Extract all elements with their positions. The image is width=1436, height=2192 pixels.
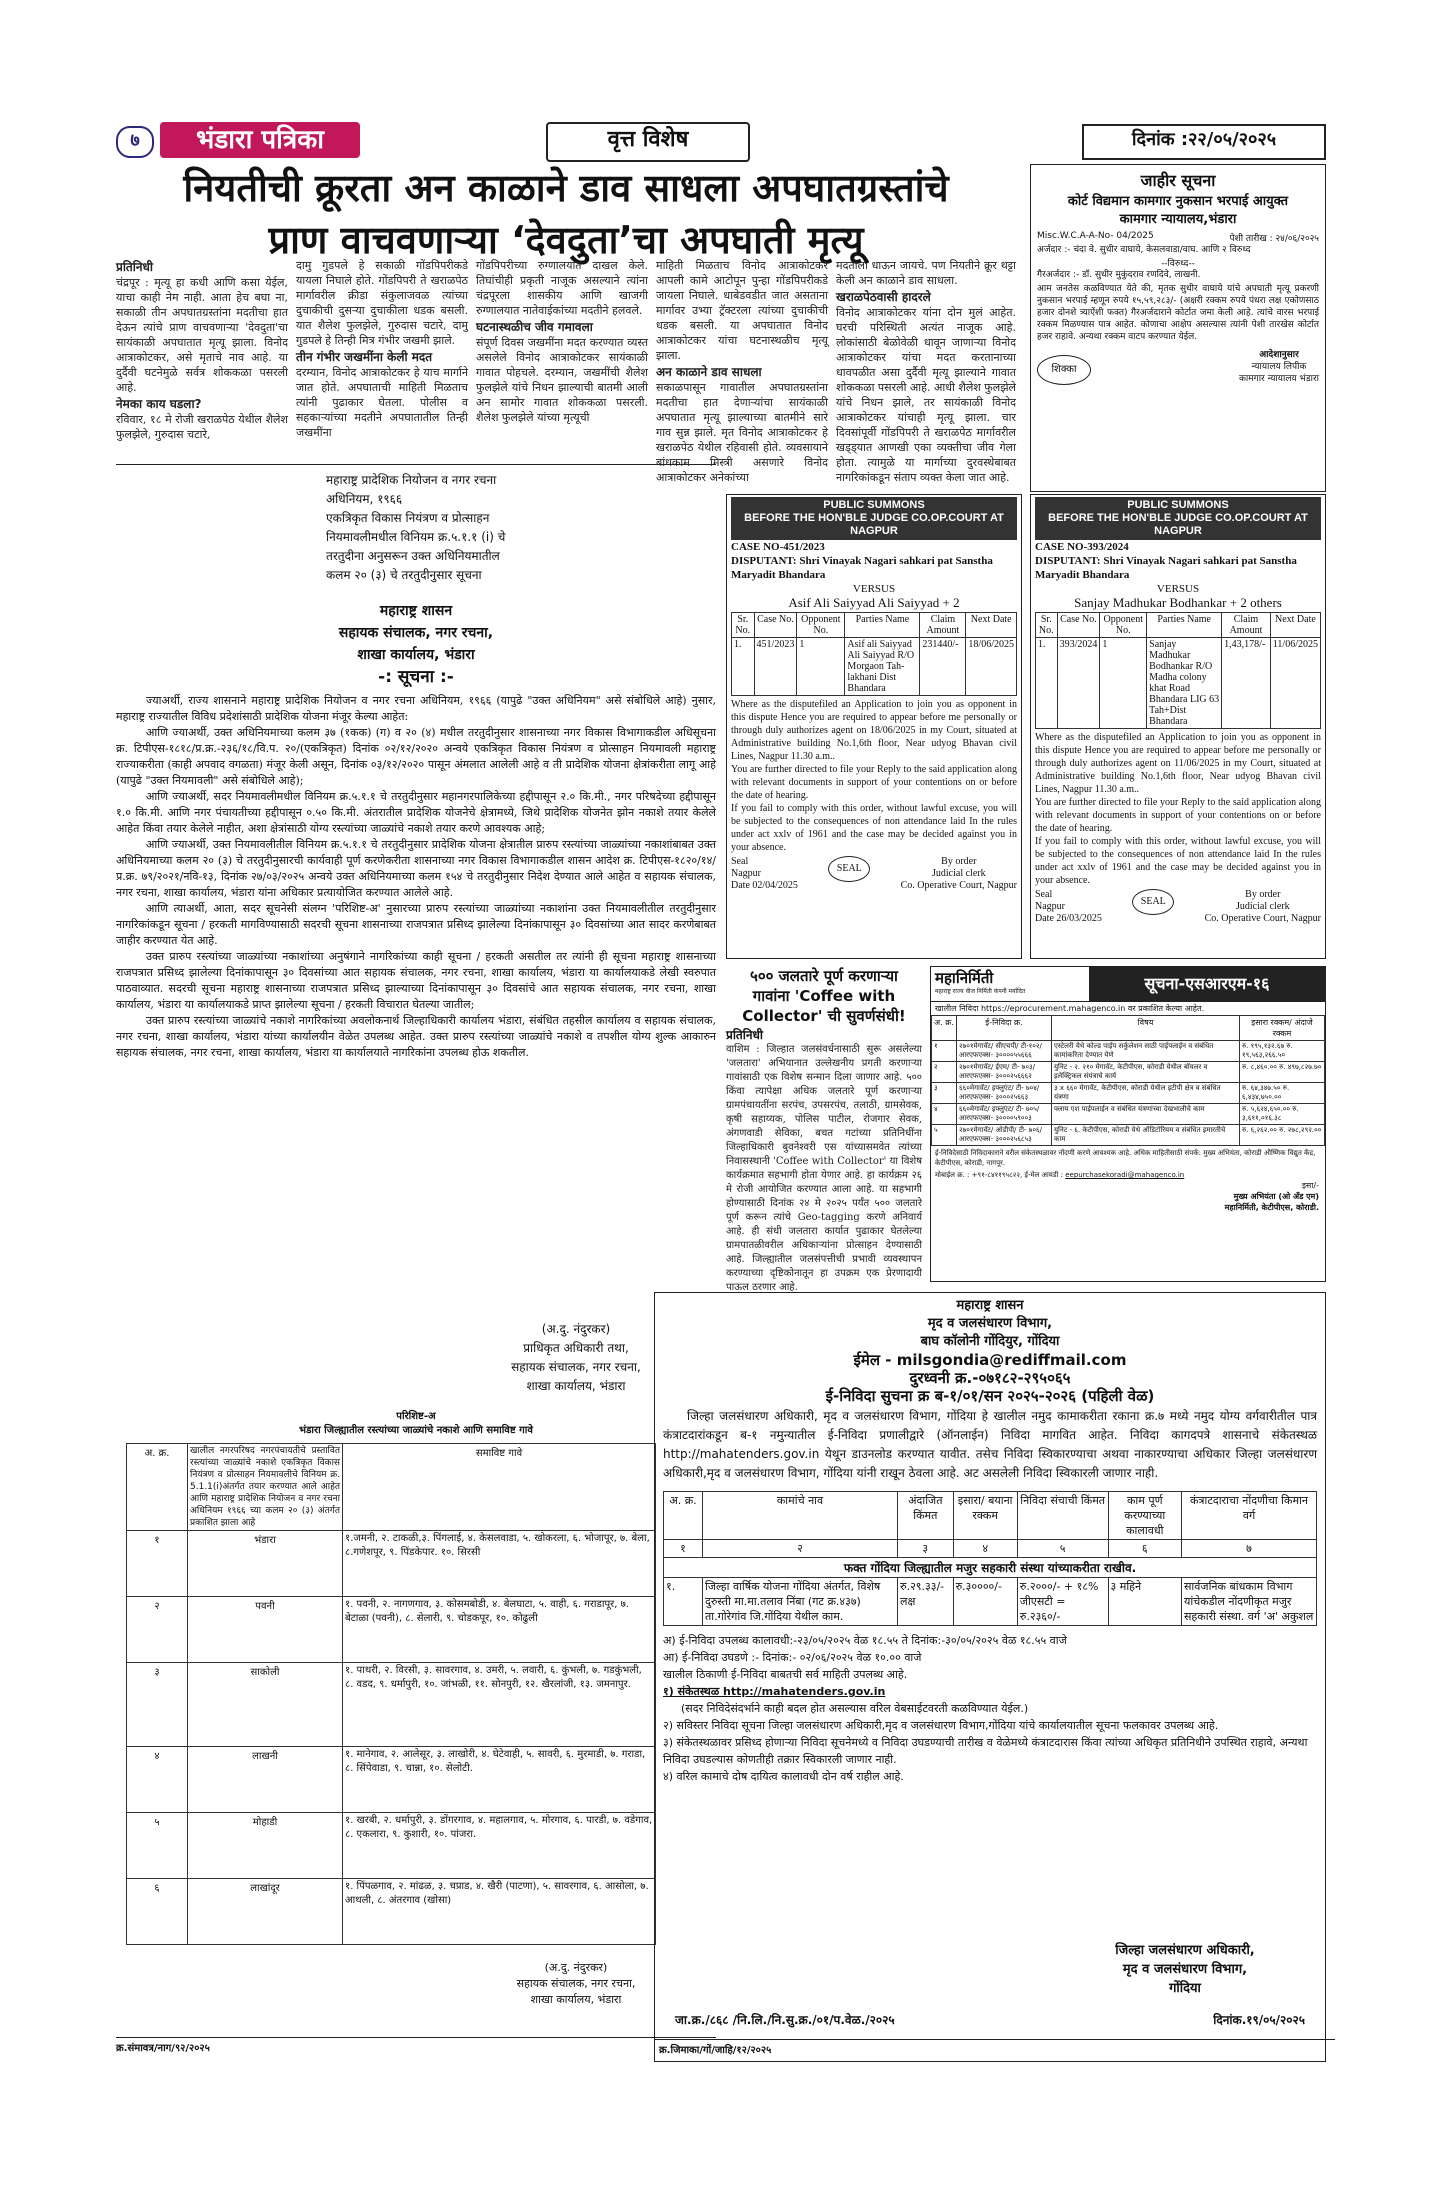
column-number: २: [703, 1540, 898, 1558]
tender-list-item: (सदर निविदेसंदर्भाने काही बदल होत असल्यास वरिल वेबसाईटवरती कळविण्यात येईल.): [681, 1702, 1029, 1715]
story-headline: Collector' ची सुवर्णसंधी!: [742, 1007, 906, 1025]
tender-title: सूचना-एसआरएम-१६: [1089, 967, 1325, 1001]
tender-phone: दुरध्वनी क्र.-०७१८२-२९५०६५: [909, 1369, 1071, 1387]
case-number: Misc.W.C.A-A-No- 04/2025: [1037, 231, 1154, 241]
table-header: Parties Name: [845, 613, 920, 638]
column-number: ४: [953, 1540, 1017, 1558]
table-cell: ५: [932, 1125, 957, 1146]
tender-list-item: २) सविस्तर निविदा सूचना जिल्हा जलसंधारण अधिकारी,मृद व जलसंधारण विभाग,गोंदिया यांचे कार्यालयातील सूचना फलकावर उपलब्ध आहे.: [663, 1719, 1219, 1732]
seal-stamp: शिक्का: [1037, 355, 1091, 385]
versus: --विरुध्द--: [1161, 259, 1195, 269]
table-header: Next Date: [1270, 613, 1320, 638]
table-cell: 18/06/2025: [966, 638, 1017, 696]
table-cell: 1: [797, 638, 845, 696]
summons-heading-1: PUBLIC SUMMONS: [823, 499, 925, 511]
clerk: Judicial clerk: [932, 868, 986, 879]
table-cell: रु. ६,२६२.०० रु. २७८,२९२.००: [1240, 1125, 1325, 1146]
mahagenco-logo: महानिर्मिती: [935, 969, 994, 987]
applicant: अर्जदार :- चंदा वे. सुधीर वाघाये, केसलवाडा/वाघ. आणि २ विरुध्द: [1037, 245, 1251, 255]
story-text: वाशिम : जिल्हात जलसंवर्धनासाठी सुरू असलेल्या 'जलतारा' अभियानात उल्लेखनीय प्रगती करणाऱ्या गावांसाठी एक विशेष सन्मान दिला जाणार आहे. ५०० किंवा त्यापेक्षा अधिक जलतारे पूर्ण करणाऱ्या ग्रामपंचायतींना सरपंच, उपसरपंच, तलाठी, ग्रामसेवक, कृषी सहाय्यक, पोलिस पाटील, रोजगार सेवक, अंगणवाडी सेविका, बचत गटांच्या प्रतिनिधींना जिल्हाधिकारी बुवनेश्वरी एस यांच्यासमवेत त्यांच्या निवासस्थानी 'Coffee with Collector' या विशेष कार्यक्रमात सहभागी होता येणार आहे. हा कार्यक्रम २६ मे रोजी आयोजित करण्यात आला आहे. या सहभागी होण्यासाठी दिनांक २४ मे २०२५ पर्यंत ५०० जलतारे पूर्ण करून त्यांचे Geo-tagging करणे अनिवार्य आहे. ही संधी जलतारा कार्यात पुढाकार घेतलेल्या ग्रामपातळीवरील अधिकाऱ्यांना प्रोत्साहन देण्यासाठी आहे. जिल्ह्यातील जलसंपत्तीची प्रभावी व्यवस्थापन करण्याच्या दृष्टिकोनातून हा उपक्रम एक प्रेरणादायी पाऊल ठरणार आहे.: [726, 1044, 922, 1293]
opponent: Sanjay Madhukar Bodhankar + 2 others: [1074, 595, 1282, 610]
signatory-title: शाखा कार्यालय, भंडारा: [530, 1993, 622, 2006]
contact-info: मोबाईल क्र. : +९१-८४११९५८२२, ई-मेल आयडी :: [935, 1171, 1063, 1179]
table-cell: 231440/-: [920, 638, 966, 696]
table-cell: १: [127, 1531, 188, 1597]
table-header: Sr. No.: [732, 613, 755, 638]
table-row: [932, 1125, 1325, 1146]
table-cell: रु.३००००/-: [953, 1578, 1017, 1626]
table-cell: १. मानेगाव, २. आलेसूर, ३. लाखोरी, ४. घेटेवाही, ५. सावरी, ६. मुरमाडी, ७. गराडा, ८. सिंपेवाडा, ९. चान्ना, १०. सेलोटी.: [343, 1747, 656, 1813]
notice-title: जाहीर सूचना: [1140, 171, 1216, 190]
next-date: पेशी तारीख : २४/०६/२०२५: [1229, 234, 1319, 244]
summons-date: Date 26/03/2025: [1035, 913, 1102, 924]
intro-line: अधिनियम, १९६६: [326, 492, 403, 506]
table-header: Sr. No.: [1036, 613, 1058, 638]
table-cell: 1.: [732, 638, 755, 696]
summons-date: Date 02/04/2025: [731, 880, 798, 891]
court: Co. Operative Court, Nagpur: [1204, 913, 1321, 924]
tender-body: जिल्हा जलसंधारण अधिकारी, मृद व जलसंधारण विभाग, गोंदिया हे खालील नमुद कामाकरीता रकाना क्र.७ मध्ये नमुद योग्य वर्गवारीतील पात्र कंत्राटदारांकडून ब-१ नमुन्यातील ई-निविदा प्रणालीद्वारे (ऑनलाईन) निविदा मागवित आहेत. निविदा कागदपत्रे शासनाचे संकेतस्थळ http://mahatenders.gov.in येथून डाउनलोड करण्यात यावीत. तसेच निविदा स्विकारण्याचा अथवा नाकारण्याचा अधिकार जिल्हा जलसंधारण अधिकारी,मृद व जलसंधारण विभाग, गोंदिया यांनी राखून ठेवला आहे. अट असलेली निविदा स्विकारली जाणार नाही.: [663, 1409, 1317, 1480]
seal-label: Seal: [1035, 889, 1053, 900]
summons-body-3: If you fail to comply with this order, without lawful excuse, you will be subjected to the consequences of non attendance laid In the rules under act xxlv of 1961 and the case may be decided against you in your absence.: [1035, 836, 1321, 886]
summons-body-2: You are further directed to file your Reply to the said application along with relevant documents in support of your contentions on or before the date of hearing.: [1035, 797, 1321, 834]
versus: VERSUS: [852, 583, 896, 595]
headline-line-1: नियतीची क्रूरता अन काळाने डाव साधला अपघातग्रस्तांचे: [183, 166, 949, 210]
masthead: भंडारा पत्रिका: [160, 122, 360, 158]
table-cell: युनिट - २. २१० मेगावॅट, केटीपीएस, कोराडी येथील बॉयलर व इलेक्ट्रिकल संयंत्राचे कार्य: [1052, 1062, 1240, 1083]
mahagenco-table: [931, 1015, 1325, 1146]
byline: प्रतिनिधी: [116, 260, 154, 274]
summons-body: Where as the disputefiled an Application to join you as opponent in this dispute Hence you are required to appear before me personally or through duly authorizes agent on 18/06/2025 in my Court, situated at Administrative building No.1,6th floor, Near udyog Bhavan civil Lines, Nagpur 11.30 a.m..: [731, 699, 1017, 762]
signatory-title: गोंदिया: [1169, 1981, 1201, 1996]
table-cell: २७०१मेगावॅट/ ईएम/ टी- ७०३/ आरएफएक्स- ३०००२५६६६२: [957, 1062, 1052, 1083]
intro-line: नियमावलीमधील विनियम क्र.५.१.१ (i) चे: [326, 530, 506, 544]
contact-email[interactable]: eepurchasekoradi@mahagenco.in: [1065, 1171, 1185, 1179]
sign-line: आदेशानुसार: [1259, 350, 1299, 360]
table-cell: १. पवनी, २. नागणगाव, ३. कोसमबोडी, ४. बेलघाटा, ५. वाही, ६. गराडापूर, ७. बेटाळा (पवनी), ८. सेलारी, ९. चोडकपूर, १०. कोढुली: [343, 1597, 656, 1663]
intro-line: महाराष्ट्र प्रादेशिक नियोजन व नगर रचना: [326, 473, 497, 487]
table-row: [127, 1531, 656, 1597]
annex-table: [126, 1443, 656, 1945]
notice-title: -: सूचना :-: [378, 667, 454, 687]
table-cell: Sanjay Madhukar Bodhankar R/O Madha colony khat Road Bhandara LIG 63 Tah+Dist Bhandara: [1147, 638, 1222, 729]
coffee-story: [726, 966, 922, 1293]
tender-list-item: ४) वरिल कामाचे दोष दायित्व कालावधी दोन वर्ष राहील आहे.: [663, 1770, 904, 1783]
table-cell: रु. ६४,३४७.५० रु. ६,४३४,७५०.००: [1240, 1083, 1325, 1104]
issue-date: दिनांक :२२/०५/२०२५: [1082, 124, 1326, 160]
tender-table: [663, 1491, 1317, 1626]
summons-heading-2: BEFORE THE HON'BLE JUDGE CO.OP.COURT AT NAGPUR: [744, 512, 1004, 537]
seal-stamp: SEAL: [1132, 889, 1174, 915]
annex-subtitle: भंडारा जिल्ह्यातील रस्त्यांच्या जाळ्यांचे नकाशे आणि समाविष्ट गावे: [299, 1425, 533, 1436]
table-header: ई-निविदा क्र.: [957, 1016, 1052, 1041]
court: Co. Operative Court, Nagpur: [900, 880, 1017, 891]
notice-paragraph: उक्त प्रारुप रस्त्यांच्या जाळ्यांचे नकाशे नागरिकांच्या अवलोकनार्थ जिल्हाधिकारी कार्यालय भंडारा, संबंधित तहसील कार्यालय व सहायक संचालक, नगर रचना, शाखा कार्यालय, भंडारा यांच्या कार्यालयीन वेळेत उपलब्ध आहेत. उक्त प्रारुप रस्त्यांच्या जाळ्यांचे नकाशे व तपशील योग्य शुल्क आकारुन सहायक संचालक, नगर रचना, शाखा कार्यालय, भंडारा या कार्यालयाते नागरिकांना उपलब्ध होऊ शकतील.: [116, 1014, 716, 1059]
table-cell: पवनी: [188, 1597, 343, 1663]
table-header: अ. क्र.: [932, 1016, 957, 1041]
reference-number: जा.क्र./८६८ /नि.लि./नि.सु.क्र./०१/प.वेळ./२०२५: [675, 2013, 895, 2027]
tender-heading: बाघ कॉलोनी गोंदियुर, गोंदिया: [920, 1334, 1060, 1349]
table-row: [127, 1663, 656, 1747]
column-number: ६: [1108, 1540, 1181, 1558]
tender-list-item: ३) संकेतस्थळावर प्रसिध्द होणाऱ्या निविदा सूचनेमध्ये व निविदा उघडण्याची तारीख व वेळेमध्ये कंत्राटदारास किंवा त्यांच्या अधिकृत प्रतिनिधीने उपस्थित राहावे, अन्यथा निविदा उघडल्यास कोणतीही तक्रार स्विकारली जाणार नाही.: [663, 1736, 1308, 1766]
table-cell: 1.: [1036, 638, 1058, 729]
sign-line: इसा/-: [1302, 1181, 1319, 1190]
page-header: [116, 122, 1326, 158]
org-line: महाराष्ट्र शासन: [379, 603, 453, 619]
signatory-name: (अ.दु. नंदुरकर): [541, 1322, 611, 1336]
story-subhead: खराळपेठवासी हादरले: [836, 290, 931, 304]
sign-line: मुख्य अभियंता (ओ अँड एम): [1233, 1192, 1319, 1201]
story-text: विनोद आत्राकोटकर यांना दोन मुलं आहेत. घरची परिस्थिती अत्यंत नाजूक आहे. लोकांसाठी बेळोवेळी धावून जाणाऱ्या विनोद आत्राकोटकर यांचा मदत करतानाच्या धावपळीत असा दुर्दैवी मृत्यू झाल्याने गावात शोककळा पसरली आहे. आधी शैलेश फुलझेले यांचे निधन झाले, तर सायंकाळी विनोद आत्राकोटकर यांचाही मृत्यू झाला. चार दिवसांपूर्वी गोंडपिपरी ते खराळपेठ मार्गावरील खड्ड्यात आणखी एका व्यक्तीचा जीव गेला होता. त्यामुळे या मार्गाच्या दुरवस्थेबाबत नागरिकांकडून संताप व्यक्त केला जात आहे.: [836, 306, 1016, 484]
story-column-4: [656, 258, 828, 485]
signatory-title: मृद व जलसंधारण विभाग,: [1122, 1962, 1248, 1977]
table-cell: १. खरबी, २. धर्मापुरी, ३. डोंगरगाव, ४. महालगाव, ५. मोरगाव, ६. पारडी, ७. वडेगाव, ८. एकलारा, ९. कुशारी, १०. पांजरा.: [343, 1813, 656, 1879]
column-number: १: [664, 1540, 703, 1558]
table-cell: १.जमनी, २. टाकळी,३. पिंगलाई, ४. केसलवाडा, ५. खोकरला, ६. भोजापूर, ७. बेला, ८.गणेशपूर, ९. पिंडकेपार. १०. सिरसी: [343, 1531, 656, 1597]
table-cell: ३ x ६६० मेगावॅट, केटीपीएस, कोराडी येथील इटीपी क्षेत्र व संबंधित यंत्रणा: [1052, 1083, 1240, 1104]
court-name: कोर्ट विद्यमान कामगार नुकसान भरपाई आयुक्त: [1067, 194, 1289, 209]
mahagenco-notice: [930, 966, 1326, 1282]
summons-body-3: If you fail to comply with this order, without lawful excuse, you will be subjected to the consequences of non attendance laid In the rules under act xxlv of 1961 and the case may be decided against you in your absence.: [731, 803, 1017, 853]
opponent: Asif Ali Saiyyad Ali Saiyyad + 2: [788, 595, 960, 610]
tender-dates: अ) ई-निविदा उपलब्ध कालावधी:-२३/०५/२०२५ वेळ १८.५५ ते दिनांक:-३०/०५/२०२५ वेळ १८.५५ वाजे: [663, 1634, 1067, 1647]
sign-line: महानिर्मिती, केटीपीएस, कोराडी.: [1224, 1203, 1319, 1212]
story-subhead: नेमका काय घडला?: [116, 397, 202, 411]
table-header: विषय: [1052, 1016, 1240, 1041]
intro-line: तरतुदीना अनुसरून उक्त अधिनियमातील: [326, 549, 500, 563]
summons-heading: [731, 497, 1017, 540]
table-row: [932, 1104, 1325, 1125]
story-headline: गावांना 'Coffee with: [752, 987, 896, 1005]
table-cell: साकोली: [188, 1663, 343, 1747]
intro-line: एकत्रिकृत विकास नियंत्रण व प्रोत्साहन: [326, 511, 490, 525]
story-subhead: तीन गंभीर जखमींना केली मदत: [296, 350, 433, 364]
table-cell: ४: [127, 1747, 188, 1813]
table-row: [932, 1083, 1325, 1104]
notice-paragraph: उक्त प्रारुप रस्त्यांच्या जाळ्यांच्या नकाशांच्या अनुषंगाने नागरिकांच्या काही सूचना / हरकती असतील तर त्यांनी ही सूचना महाराष्ट्र शासनाच्या राजपत्रात प्रसिध्द झालेल्या दिनांकापासून ३० दिवसांच्या आत सहायक संचालक, नगर रचना, शाखा कार्यालय, भंडारा या कार्यालयाकडे लेखी स्वरुपात पाठवाव्यात. सदरची सूचना महाराष्ट्र शासनाच्या राजपत्रात प्रसिध्द झाल्याच्या दिनांकापासून ३० दिवसांचे आत सहायक संचालक, नगर रचना, शाखा कार्यालय, भंडारा या कार्यालयाकडे प्राप्त झालेल्या सूचना / हरकती विचारात घेतल्या जातील;: [116, 950, 716, 1011]
signatory-title: प्राधिकृत अधिकारी तथा,: [523, 1341, 629, 1355]
summons-table: [731, 612, 1017, 696]
notice-paragraph: ज्याअर्थी, राज्य शासनाने महाराष्ट्र प्रादेशिक नियोजन व नगर रचना अधिनियम, १९६६ (यापुढे "उक्त अधिनियम" असे संबोधिले आहे) नुसार, महाराष्ट्र राज्यातील विविध प्रदेशांसाठी प्रादेशिक योजना मंजूर केल्या आहेत:: [116, 694, 716, 723]
story-column-5: [836, 258, 1016, 484]
table-cell: ३: [127, 1663, 188, 1747]
table-header: Next Date: [966, 613, 1017, 638]
table-row: [127, 1813, 656, 1879]
reserved-banner: फक्त गोंदिया जिल्ह्यातील मजुर सहकारी संस्था यांच्याकरीता राखीव.: [664, 1558, 1317, 1578]
disputant: DISPUTANT: Shri Vinayak Nagari sahkari pat Sanstha Maryadit Bhandara: [1035, 555, 1297, 581]
table-header: Claim Amount: [1222, 613, 1271, 638]
table-header: अंदाजित किंमत: [898, 1492, 954, 1540]
column-number: ३: [898, 1540, 954, 1558]
org-line: सहायक संचालक, नगर रचना,: [338, 625, 494, 641]
case-number: CASE NO-393/2024: [1035, 541, 1129, 553]
seal-stamp: SEAL: [828, 856, 870, 882]
table-cell: 451/2023: [754, 638, 797, 696]
mahagenco-logo-sub: महाराष्ट्र राज्य वीज निर्मिती कंपनी मर्यादित: [935, 988, 1026, 995]
summons-table: [1035, 612, 1321, 729]
table-cell: ३: [932, 1083, 957, 1104]
tender-dates: खालील ठिकाणी ई-निविदा बाबतची सर्व माहिती उपलब्ध आहे.: [663, 1668, 908, 1681]
versus: VERSUS: [1156, 583, 1200, 595]
by-order: By order: [941, 856, 977, 867]
tender-note: ई-निविदेसाठी निविदाकाराने वरील संकेतस्थळावर नोंदणी करणे आवश्यक आहे. अधिक माहितीसाठी संपर्क: मुख्य अभियंता, कोराडी औष्णिक विद्युत केंद्र, केटीपीएस, कोराडी, नागपूर.: [935, 1149, 1316, 1167]
summons-body: Where as the disputefiled an Application to join you as opponent in this dispute Hence you are required to appear before me personally or through duly authorizes agent on 11/06/2025 in my Court, situated at Administrative building No.1,6th floor, Near udyog Bhavan civil Lines, Nagpur 11.30 a.m..: [1035, 732, 1321, 795]
table-cell: १: [932, 1041, 957, 1062]
table-cell: १.: [664, 1578, 703, 1626]
table-row: [732, 638, 1017, 696]
tender-footer-ref: क्र.जिमाका/गों/जाहि/१२/२०२५: [655, 2039, 1335, 2058]
table-header: अ. क्र.: [127, 1444, 188, 1531]
annex-title: परिशिष्ट-अ: [396, 1411, 436, 1422]
notice-paragraph: आणि ज्याअर्थी, उक्त अधिनियमाच्या कलम ३७ (१कक) (ग) व २० (४) मधील तरतुदीनुसार शासनाच्या नगर विकास विभागाकडील अधिसूचना क्र. टिपीएस-१८१८/प्र.क्र.-२३६/१८/वि.प. २०/(एकत्रिकृत) दिनांक ०२/१२/२०२० अन्वये एकत्रिकृत विकास नियंत्रण व प्रोत्साहन नियमावली महाराष्ट्र राज्याकरीता (काही अपवाद वगळता) मंजूर केली असून, दिनांक ०३/१२/२०२० पासून अंमलात आलेली आहे व ती प्रादेशिक योजना क्षेत्रांकरीता लागू आहे (यापुढे "उक्त नियमावली" असे संबोधिले आहे);: [116, 726, 716, 787]
story-text: सकाळपासून गावातील अपघातग्रस्तांना मदतीचा हात देणाऱ्यांचा सायंकाळी अपघातात मृत्यू झाल्याच्या बातमीने सारे गाव सुन्न झाले. मृत विनोद आत्राकोटकर हे खराळपेठ येथील रहिवासी होते. व्यवसायाने बांधकाम मिस्त्री असणारे विनोद आत्राकोटकर अनेकांच्या: [656, 381, 828, 484]
signatory-name: (अ.दु. नंदुरकर): [544, 1961, 608, 1974]
table-cell: ५: [127, 1813, 188, 1879]
table-header: Case No.: [754, 613, 797, 638]
disputant: DISPUTANT: Shri Vinayak Nagari sahkari pat Sanstha Maryadit Bhandara: [731, 555, 993, 581]
table-row: [664, 1578, 1317, 1626]
story-column-2: [296, 258, 468, 440]
story-text: दामु गुडपले हे सकाळी गोंडपिपरीकडे यायला निघाले होते. गोंडपिपरी ते खराळपेठ मार्गावरील क्रीडा संकुलाजवळ त्यांच्या दुचाकीची दुसऱ्या दुचाकीला धडक बसली. यात शैलेश फुलझेले, गुरुदास चटारे, दामु गुडपले हे तिन्ही मित्र गंभीर जखमी झाले.: [296, 259, 468, 347]
story-subhead: अन काळाने डाव साधला: [656, 365, 762, 379]
signatory-title: शाखा कार्यालय, भंडारा: [526, 1379, 626, 1393]
table-cell: ६६०मेगावॅट/ इफ्लुएंट/ टी- ७०५/ आरएफएक्स- ३००००५९००३: [957, 1104, 1052, 1125]
notice-body: आम जनतेस कळविण्यात येते की, मृतक सुधीर वाघाये यांचे अपघाती मृत्यू प्रकरणी नुकसान भरपाई म्हणून रुपये १५,५९,२८३/- (अक्षरी रक्कम रुपये पंधरा लक्ष एकोणसाठ हजार दोनशे त्र्याऐंशी फक्त) गैरअर्जदाराने कोर्टात जमा केली आहे. त्यांचे वारस भरपाई रक्कम मिळण्यास पात्र आहेत. कोणाचा आक्षेप असल्यास त्यांनी पेशी तारखेस कोर्टात हजर राहावे. अन्यथा रक्कम वाटप करण्यात येईल.: [1037, 284, 1319, 342]
column-number: ५: [1017, 1540, 1108, 1558]
story-column-3: [476, 258, 648, 425]
main-headline: [116, 162, 1016, 266]
table-cell: २७०१मेगावॅट/ ओडीपी/ टी- ७०६/ आरएफएक्स- ३०००२५६८५३: [957, 1125, 1052, 1146]
table-row: [127, 1597, 656, 1663]
court-name-2: कामगार न्यायालय,भंडारा: [1119, 212, 1237, 227]
table-cell: लाखांदूर: [188, 1879, 343, 1945]
table-cell: २: [127, 1597, 188, 1663]
table-row: [932, 1041, 1325, 1062]
table-row: [932, 1062, 1325, 1083]
story-subhead: घटनास्थळीच जीव गमावला: [476, 320, 593, 334]
table-cell: सार्वजनिक बांधकाम विभाग यांचेकडील नोंदणीकृत मजुर सहकारी संस्था. वर्ग 'अ' अकुशल: [1182, 1578, 1317, 1626]
table-header: अ. क्र.: [664, 1492, 703, 1540]
summons-heading-1: PUBLIC SUMMONS: [1127, 499, 1229, 511]
table-cell: मोहाडी: [188, 1813, 343, 1879]
story-column-1: [116, 258, 288, 442]
story-text: माहिती मिळताच विनोद आत्राकोटकर आपली कामे आटोपून पुन्हा गोंडपिपरीकडे जायला निघाले. धाबेडवडीत जात असताना मार्गावर उभ्या ट्रॅक्टरला त्यांच्या दुचाकीची धडक बसली. या अपघातात विनोद आत्राकोटकर यांचा घटनास्थळीच मृत्यू झाला.: [656, 259, 828, 362]
table-cell: 1: [1100, 638, 1147, 729]
page-number: ७: [116, 126, 154, 158]
table-cell: 393/2024: [1057, 638, 1100, 729]
tender-dates: आ) ई-निविदा उघडणे :- दिनांक:- ०२/०६/२०२५ वेळ १०.०० वाजे: [663, 1651, 922, 1664]
sign-line: न्यायालय लिपीक: [1251, 362, 1307, 372]
signatory-title: सहायक संचालक, नगर रचना,: [511, 1360, 641, 1374]
table-cell: रु. ५,६२४,६५०.०० रु. ३,६११,०१६.३८: [1240, 1104, 1325, 1125]
case-number: CASE NO-451/2023: [731, 541, 825, 553]
court-notice: [1030, 164, 1326, 492]
table-row: [1036, 638, 1321, 729]
table-cell: एस्टेलरी येथे कोल्ड पाईप सर्कुलेशन साठी पाईपलाईन व संबंधित कामांकरिता देण्यात येणे: [1052, 1041, 1240, 1062]
table-cell: ४: [932, 1104, 957, 1125]
place: Nagpur: [1035, 901, 1065, 912]
tender-number: ई-निविदा सुचना क्र ब-१/०१/सन २०२५-२०२६ (पहिली वेळ): [825, 1387, 1155, 1405]
story-text: संपूर्ण दिवस जखमींना मदत करण्यात व्यस्त असलेले विनोद आत्राकोटकर सायंकाळी गावात पोहचले. दरम्यान, जखमींची शैलेश फुलझेले यांचे निधन झाल्याची बातमी आली अन सामोर गावात शोककळा पसरली. शैलेश फुलझेले यांच्या मृत्यूची: [476, 336, 648, 424]
public-summons-1: [726, 494, 1022, 959]
table-header: समाविष्ट गावे: [343, 1444, 656, 1531]
table-header: कंत्राटदाराचा नोंदणीचा किमान वर्ग: [1182, 1492, 1317, 1540]
table-cell: २: [932, 1062, 957, 1083]
notice-paragraph: आणि त्याअर्थी, आता, सदर सूचनेसी संलग्न 'परिशिष्ट-अ' नुसारच्या प्रारुप रस्त्यांच्या जाळ्यांच्या नकाशांना उक्त नियमावलीतील तरतुदीनुसार नागरिकांकडून सूचना / हरकती मागविण्यासाठी सदरची सूचना शासनाच्या राजपत्रात प्रसिध्द झालेल्या दिनांकापासून ३० दिवसांच्या आत सादर करणेबाबत जाहीर करण्यात येत आहे.: [116, 902, 716, 947]
sign-line: कामगार न्यायालय भंडारा: [1239, 374, 1319, 384]
headline-line-2: प्राण वाचवणाऱ्या ‘देवदुता’चा अपघाती मृत्यू: [268, 218, 864, 262]
table-header: Opponent No.: [797, 613, 845, 638]
table-row: [127, 1879, 656, 1945]
tender-heading: महाराष्ट्र शासन: [956, 1298, 1024, 1313]
table-header: इसारा रक्कम/ अंदाजे रक्कम: [1240, 1016, 1325, 1041]
table-cell: रु.२०००/- + १८% जीएसटी = रु.२३६०/-: [1017, 1578, 1108, 1626]
signatory-title: सहायक संचालक, नगर रचना,: [516, 1977, 636, 1990]
respondent: गैरअर्जदार :- डॉ. सुधीर मुकुंदराव रणदिवे, लाखनी.: [1037, 270, 1201, 280]
story-text: मदतीला धाऊन जायचे. पण नियतीने क्रूर थट्टा केली अन काळाने डाव साधला.: [836, 259, 1016, 287]
tender-email: ईमेल - milsgondia@rediffmail.com: [853, 1351, 1127, 1369]
notice-paragraph: आणि ज्याअर्थी, सदर नियमावलीमधील विनियम क्र.५.१.१ चे तरतुदीनुसार महानगरपालिकेच्या हद्दीपासून २.० कि.मी., नगर परिषदेच्या हद्दीपासून १.० कि.मी. आणि नगर पंचायतीच्या हद्दीपासून ०.५० कि.मी. अंतरातील प्रादेशिक योजनेचे क्षेत्रामध्ये, जिथे प्रादेशिक योजनेत झोन नकाशे तयार केलेले आहेत किंवा तयार केलेले नाहीत, अशा क्षेत्रांसाठी योग्य रस्त्यांच्या जाळ्यांचे नकाशे तयार करणे आवश्यक आहे;: [116, 790, 716, 835]
table-header: कामांचे नाव: [703, 1492, 898, 1540]
table-header: काम पूर्ण करण्याच्या कालावधी: [1108, 1492, 1181, 1540]
table-header: Case No.: [1057, 613, 1100, 638]
table-cell: १. पिंपळगाव, २. मांढळ, ३. चप्राड, ४. खैरी (पाटणा), ५. सावरगाव, ६. आसोला, ७. आथली, ८. अंतरगाव (खोसा): [343, 1879, 656, 1945]
public-summons-2: [1030, 494, 1326, 959]
table-cell: १. पाथरी, २. विरसी, ३. सावरगाव, ४. उमरी, ५. लवारी, ६. कुंभली, ७. गडकुंभली, ८. वडद, ९. धर्मापुरी, १०. जांभळी, ११. सोनपुरी, १२. खैरलांजी, १३. जमनापुर.: [343, 1663, 656, 1747]
summons-heading: [1035, 497, 1321, 540]
summons-heading-2: BEFORE THE HON'BLE JUDGE CO.OP.COURT AT NAGPUR: [1048, 512, 1308, 537]
town-planning-notice: [116, 464, 716, 2062]
story-headline: ५०० जलतारे पूर्ण करणाऱ्या: [750, 967, 898, 985]
table-cell: जिल्हा वार्षिक योजना गोंदिया अंतर्गत, विशेष दुरुस्ती मा.मा.तलाव निंबा (गट क्र.४३७) ता.गोरेगांव जि.गोंदिया येथील काम.: [703, 1578, 898, 1626]
table-header: खालील नगरपरिषद नगरपंचायतीचे प्रस्तावित रस्त्यांच्या जाळ्यांचे नकाशे एकत्रिकृत विकास नियंत्रण व प्रोत्साहन नियमावलीचे विनियम क्र. 5.1.1(i)अंतर्गत तयार करण्यात आले आहेत आणि महाराष्ट्र प्रादेशिक नियोजन व नगर रचना अधिनियम १९६६ च्या कलम २० (३) अंतर्गत प्रकाशित झाला आहे: [188, 1444, 343, 1531]
clerk: Judicial clerk: [1236, 901, 1290, 912]
intro-line: कलम २० (३) चे तरतुदीनुसार सूचना: [326, 568, 482, 582]
table-cell: रु. ८,४६०.०० रु. ४९७,८२७.७०: [1240, 1062, 1325, 1083]
org-line: शाखा कार्यालय, भंडारा: [357, 647, 475, 663]
table-cell: 11/06/2025: [1270, 638, 1320, 729]
table-header: इसारा/ बयाना रक्कम: [953, 1492, 1017, 1540]
notice-paragraph: आणि ज्याअर्थी, उक्त नियमावलीतील विनियम क्र.५.१.१ चे तरतुदीनुसार प्रादेशिक योजना क्षेत्रातील प्रारुप रस्त्यांच्या जाळ्यांच्या नकाशांबाबत उक्त अधिनियमाच्या कलम २० (३) चे तरतुदीनुसारची कार्यवाही पूर्ण करणेकरीता शासनाच्या नगर विकास विभागाकडील शासन आदेश क्र. टिपीएस-१८२०/१४/प्र.क्र. ७९/२०२१/नवि-१३, दिनांक २७/०३/२०२५ अन्वये उक्त अधिनियमाच्या कलम १५४ चे तरतुदीनुसार निदेश देण्यात आले आहेत व सहायक संचालक, नगर रचना, शाखा कार्यालय, भंडारा यांना अधिकार प्रत्यायोजित करण्यात आलेले आहे.: [116, 838, 716, 899]
table-row: [127, 1747, 656, 1813]
table-cell: 1,43,178/-: [1222, 638, 1271, 729]
table-cell: युनिट - ६. केटीपीएस, कोराडी येथे ऑडिटोरियम व संबंधित इमारतीचे काम: [1052, 1125, 1240, 1146]
table-header: निविदा संचाची किंमत: [1017, 1492, 1108, 1540]
table-cell: लाखनी: [188, 1747, 343, 1813]
table-header: Opponent No.: [1100, 613, 1147, 638]
reference-date: दिनांक.१९/०५/२०२५: [1213, 2013, 1305, 2027]
story-text: चंद्रपूर : मृत्यू हा कधी आणि कसा येईल, याचा काही नेम नाही. आता हेच बघा ना, सकाळी तीन अपघातग्रस्तांना मदतीचा हात देऊन त्यांचे प्राण वाचवणाऱ्या 'देवदुता'चा सायंकाळी अपघातात मृत्यू झाला. विनोद आत्राकोटकर, असे मृताचे नाव आहे. या दुर्दैवी घटनेमुळे सर्वत्र शोककळा पसरली आहे.: [116, 276, 288, 394]
table-cell: भंडारा: [188, 1531, 343, 1597]
table-cell: फ्लाय एश पाईपलाईन व संबंधित यंत्रणांच्या देखभालीचे काम: [1052, 1104, 1240, 1125]
tender-heading: मृद व जलसंधारण विभाग,: [927, 1316, 1053, 1331]
table-cell: ६: [127, 1879, 188, 1945]
notice-footer-ref: क्र.संमावत्र/नाग/९२/२०२५: [116, 2037, 716, 2054]
column-number: ७: [1182, 1540, 1317, 1558]
story-text: गोंडपिपरीच्या रुग्णालयात दाखल केले. तिघांचीही प्रकृती नाजूक असल्याने त्यांना चंद्रपूरला शासकीय आणि खाजगी रुग्णालयात नातेवाईकांच्या मदतीने हलवले.: [476, 259, 648, 317]
signatory-title: जिल्हा जलसंधारण अधिकारी,: [1115, 1943, 1255, 1958]
seal-label: Seal: [731, 856, 749, 867]
table-cell: २७०१मेगावॅट/ सीएचपी/ टी-१०२/ आरएफएक्स- ३००००५५६६६: [957, 1041, 1052, 1062]
table-cell: रु. १९५,१३२.६७ रु. १९,५६३,२६६.५०: [1240, 1041, 1325, 1062]
water-conservation-tender: [654, 1292, 1326, 2062]
table-cell: रु.२९.३३/- लक्ष: [898, 1578, 954, 1626]
story-text: दरम्यान, विनोद आत्राकोटकर हे याच मार्गाने जात होते. अपघाताची माहिती मिळताच त्यांनी पुढाकार घेतला. पोलीस व सहकाऱ्यांच्या मदतीने अपघातातील तिन्ही जखमींना: [296, 366, 468, 439]
section-title: वृत्त विशेष: [546, 122, 750, 162]
tender-intro: खालील निविदा https://eprocurement.mahagenco.in वर प्रकाशित केल्या आहेत.: [935, 1004, 1205, 1013]
tender-website-link[interactable]: १) संकेतस्थळ http://mahatenders.gov.in: [663, 1685, 886, 1698]
byline: प्रतिनिधी: [726, 1028, 764, 1042]
story-text: रविवार, १८ मे रोजी खराळपेठ येथील शैलेश फुलझेले, गुरुदास चटारे,: [116, 413, 288, 441]
table-cell: ३ महिने: [1108, 1578, 1181, 1626]
place: Nagpur: [731, 868, 761, 879]
by-order: By order: [1245, 889, 1281, 900]
table-header: Claim Amount: [920, 613, 966, 638]
table-header: Parties Name: [1147, 613, 1222, 638]
table-cell: ६६०मेगावॅट/ इफ्लुएंट/ टी- ७०४/ आरएफएक्स- ३०००२५६६३: [957, 1083, 1052, 1104]
table-cell: Asif ali Saiyyad Ali Saiyyad R/O Morgaon Tah- lakhani Dist Bhandara: [845, 638, 920, 696]
summons-body-2: You are further directed to file your Reply to the said application along with relevant documents in support of your contentions on or before the date of hearing.: [731, 764, 1017, 801]
